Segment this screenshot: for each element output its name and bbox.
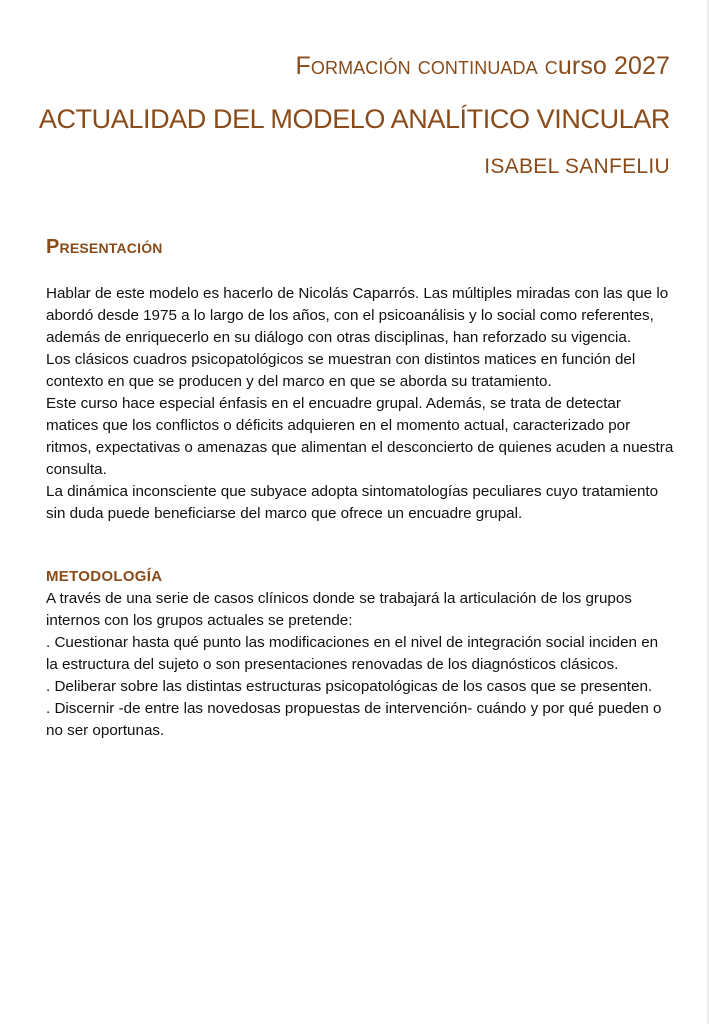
course-heading-part2: urso 2027 xyxy=(557,52,670,80)
presentacion-title: Presentación xyxy=(46,236,163,258)
metodologia-paragraph: A través de una serie de casos clínicos donde se trabajará la articulación de los grupos internos con los grupos actuales se pretende: xyxy=(46,590,632,629)
author-name: ISABEL SANFELIU xyxy=(484,155,670,178)
metodologia-body xyxy=(46,588,674,742)
metodologia-paragraph: . Discernir -de entre las novedosas propuestas de intervención- cuándo y por qué pueden o no ser oportunas. xyxy=(46,700,662,739)
presentacion-body xyxy=(46,283,674,525)
presentacion-paragraph: Los clásicos cuadros psicopatológicos se muestran con distintos matices en función del contexto en que se producen y del marco en que se aborda su tratamiento. xyxy=(46,351,636,390)
presentacion-paragraph: Hablar de este modelo es hacerlo de Nicolás Caparrós. Las múltiples miradas con las que lo abordó desde 1975 a lo largo de los años, con el psicoanálisis y lo social como referentes, además de enriquecerlo en su diálogo con otras disciplinas, han reforzado su vigencia. xyxy=(46,285,669,346)
course-heading-part1: Formación continuada c xyxy=(295,52,558,80)
metodologia-paragraph: . Deliberar sobre las distintas estructuras psicopatológicas de los casos que se presenten. xyxy=(46,678,653,695)
course-heading xyxy=(296,52,670,81)
metodologia-title: METODOLOGÍA xyxy=(46,568,163,585)
presentacion-paragraph: La dinámica inconsciente que subyace adopta sintomatologías peculiares cuyo tratamiento sin duda puede beneficiarse del marco que ofrece un encuadre grupal. xyxy=(46,483,659,522)
metodologia-paragraph: . Cuestionar hasta qué punto las modificaciones en el nivel de integración social inciden en la estructura del sujeto o son presentaciones renovadas de los diagnósticos clásicos. xyxy=(46,634,659,673)
presentacion-paragraph: Este curso hace especial énfasis en el encuadre grupal. Además, se trata de detectar matices que los conflictos o déficits adquieren en el momento actual, caracterizado por ritmos, expectativas o amenazas que alimentan el desconcierto de quienes acuden a nuestra consulta. xyxy=(46,395,674,478)
course-title: ACTUALIDAD DEL MODELO ANALÍTICO VINCULAR xyxy=(38,104,670,134)
